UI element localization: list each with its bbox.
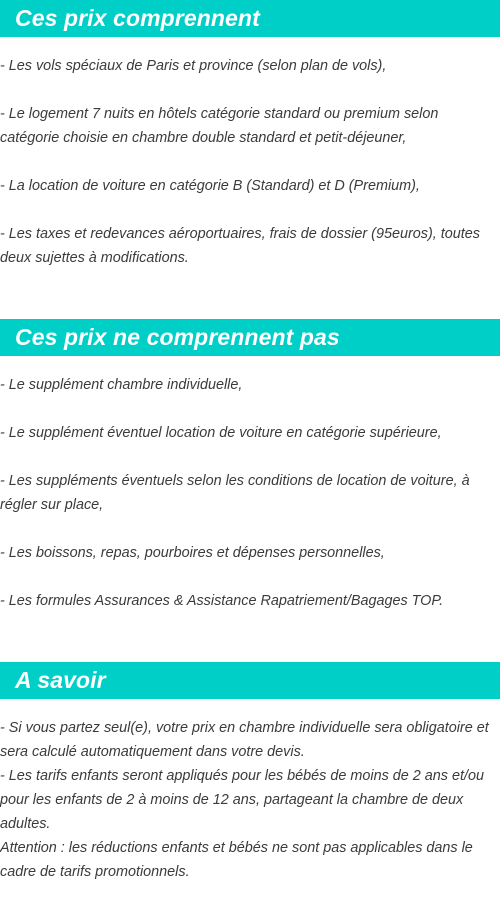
list-item: - Le supplément chambre individuelle, — [0, 377, 243, 393]
list-item: - Les taxes et redevances aéroportuaires, frais de dossier (95euros), toutes deux sujettes à modifications. — [0, 226, 480, 266]
list-item: - La location de voiture en catégorie B (Standard) et D (Premium), — [0, 178, 420, 194]
section-header-to-know — [0, 662, 500, 699]
section-title: Ces prix ne comprennent pas — [15, 324, 340, 350]
list-item: - Le logement 7 nuits en hôtels catégorie standard ou premium selon catégorie choisie en chambre double standard et petit-déjeuner, — [0, 106, 439, 146]
section-title: A savoir — [15, 667, 106, 693]
section-title: Ces prix comprennent — [15, 5, 260, 31]
list-item: - Les suppléments éventuels selon les conditions de location de voiture, à régler sur place, — [0, 473, 470, 513]
list-item: - Les vols spéciaux de Paris et province (selon plan de vols), — [0, 58, 387, 74]
section-body-included — [0, 37, 500, 270]
section-to-know — [0, 662, 500, 884]
section-included — [0, 0, 500, 270]
list-item: - Les boissons, repas, pourboires et dépenses personnelles, — [0, 545, 385, 561]
list-item: Attention : les réductions enfants et bébés ne sont pas applicables dans le cadre de tarifs promotionnels. — [0, 840, 473, 880]
list-item: - Les formules Assurances & Assistance Rapatriement/Bagages TOP. — [0, 593, 444, 609]
section-not-included — [0, 319, 500, 613]
list-item: - Si vous partez seul(e), votre prix en chambre individuelle sera obligatoire et sera calculé automatiquement dans votre devis. — [0, 720, 489, 760]
section-body-not-included — [0, 356, 500, 613]
section-header-included — [0, 0, 500, 37]
list-item: - Le supplément éventuel location de voiture en catégorie supérieure, — [0, 425, 442, 441]
list-item: - Les tarifs enfants seront appliqués pour les bébés de moins de 2 ans et/ou pour les enfants de 2 à moins de 12 ans, partageant la chambre de deux adultes. — [0, 768, 484, 832]
section-header-not-included — [0, 319, 500, 356]
section-body-to-know — [0, 699, 500, 884]
